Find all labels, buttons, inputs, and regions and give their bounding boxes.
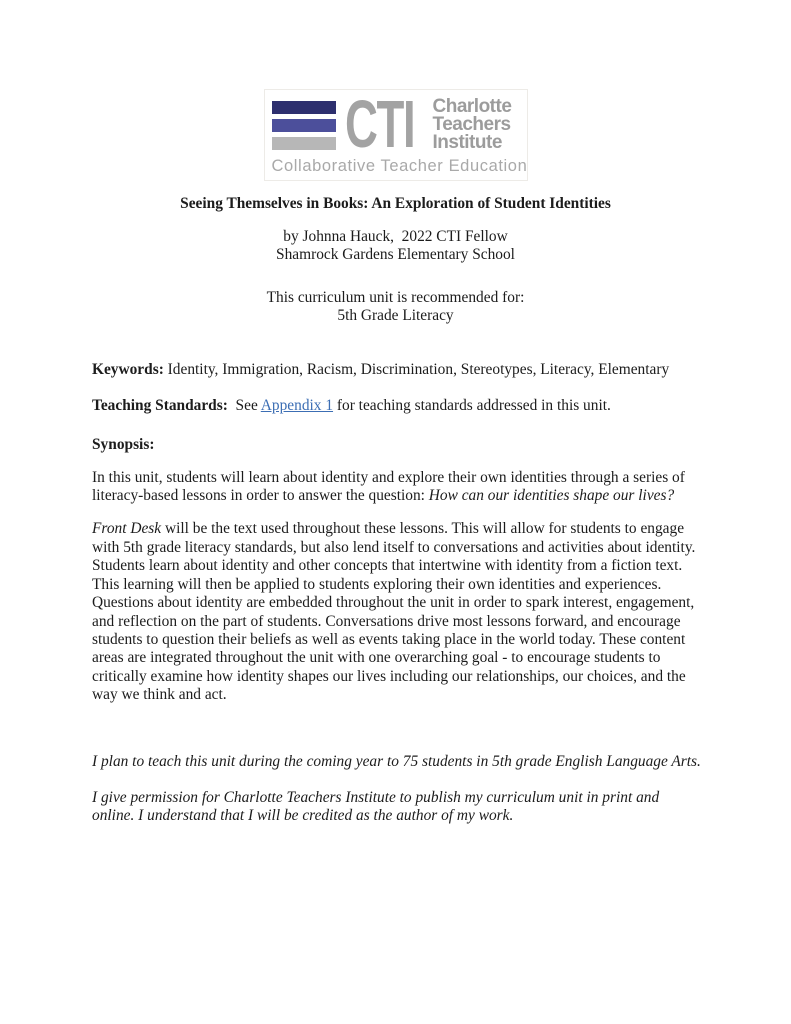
para1-regular-text: In this unit, students will learn about identity and explore their own identities through a series of literacy-based lessons in order to answer the question: [92,468,685,505]
cti-logo [264,89,528,181]
cti-logo-tagline: Collaborative Teacher Education [271,157,528,175]
permission-note-text: I give permission for Charlotte Teachers Institute to publish my curriculum unit in print and online. I understand that I will be credited as the author of my work. [92,788,660,825]
document-body [92,361,704,825]
keywords-line [92,361,704,379]
school-name: Shamrock Gardens Elementary School [276,246,515,264]
teaching-standards-label: Teaching Standards: [92,396,228,414]
org-name-line: Teachers [432,114,511,135]
cti-logo-top [272,87,520,162]
synopsis-paragraph-2 [92,520,704,704]
recommended-block [0,289,791,326]
byline-block [0,228,791,265]
byline: by Johnna Hauck, 2022 CTI Fellow [283,227,508,245]
logo-bar-blue [272,119,336,132]
recommended-grade: 5th Grade Literacy [337,307,454,325]
standards-post-text: for teaching standards addressed in this unit. [333,396,611,414]
cti-logo-org-name [433,98,512,152]
org-name-line: Charlotte [432,96,512,117]
org-name-line: Institute [432,132,502,153]
keywords-label: Keywords: [92,361,164,379]
synopsis-paragraph-1 [92,469,704,506]
permission-note [92,789,704,826]
cti-logo-acronym: CTI [344,87,414,162]
logo-bar-navy [272,101,336,114]
synopsis-label: Synopsis: [92,436,155,454]
appendix-1-link[interactable]: Appendix 1 [260,396,334,414]
synopsis-heading [92,436,704,454]
recommended-intro: This curriculum unit is recommended for: [266,288,525,306]
logo-bar-gray [272,137,336,150]
keywords-text: Identity, Immigration, Racism, Discrimination, Stereotypes, Literacy, Elementary [163,361,670,379]
page-title: Seeing Themselves in Books: An Exploration of Student Identities [180,195,611,213]
standards-pre-text: See [227,396,261,414]
book-title-front-desk: Front Desk [92,520,162,538]
teach-plan-note-text: I plan to teach this unit during the coming year to 75 students in 5th grade English Language Arts. [92,752,701,770]
para1-italic-question: How can our identities shape our lives? [428,487,675,505]
teach-plan-note [92,753,704,771]
teaching-standards-line [92,397,704,415]
cti-logo-bars-icon [272,101,336,150]
para2-body-text: will be the text used throughout these lessons. This will allow for students to engage with 5th grade literacy standards, but also lend itself to conversations and activities about identity. Students learn about identity and other concepts that intertwine with identity from a fiction text. This learning will then be applied to students exploring their own identities and experiences. Questions about identity are embedded throughout the unit in order to spark interest, engagement, and reflection on the part of students. Conversations drive most lessons forward, and encourage students to question their beliefs as well as events taking place in the world today. These content areas are integrated throughout the unit with one overarching goal - to encourage students to critically examine how identity shapes our lives including our relationships, our choices, and the way we think and act. [92,520,696,704]
